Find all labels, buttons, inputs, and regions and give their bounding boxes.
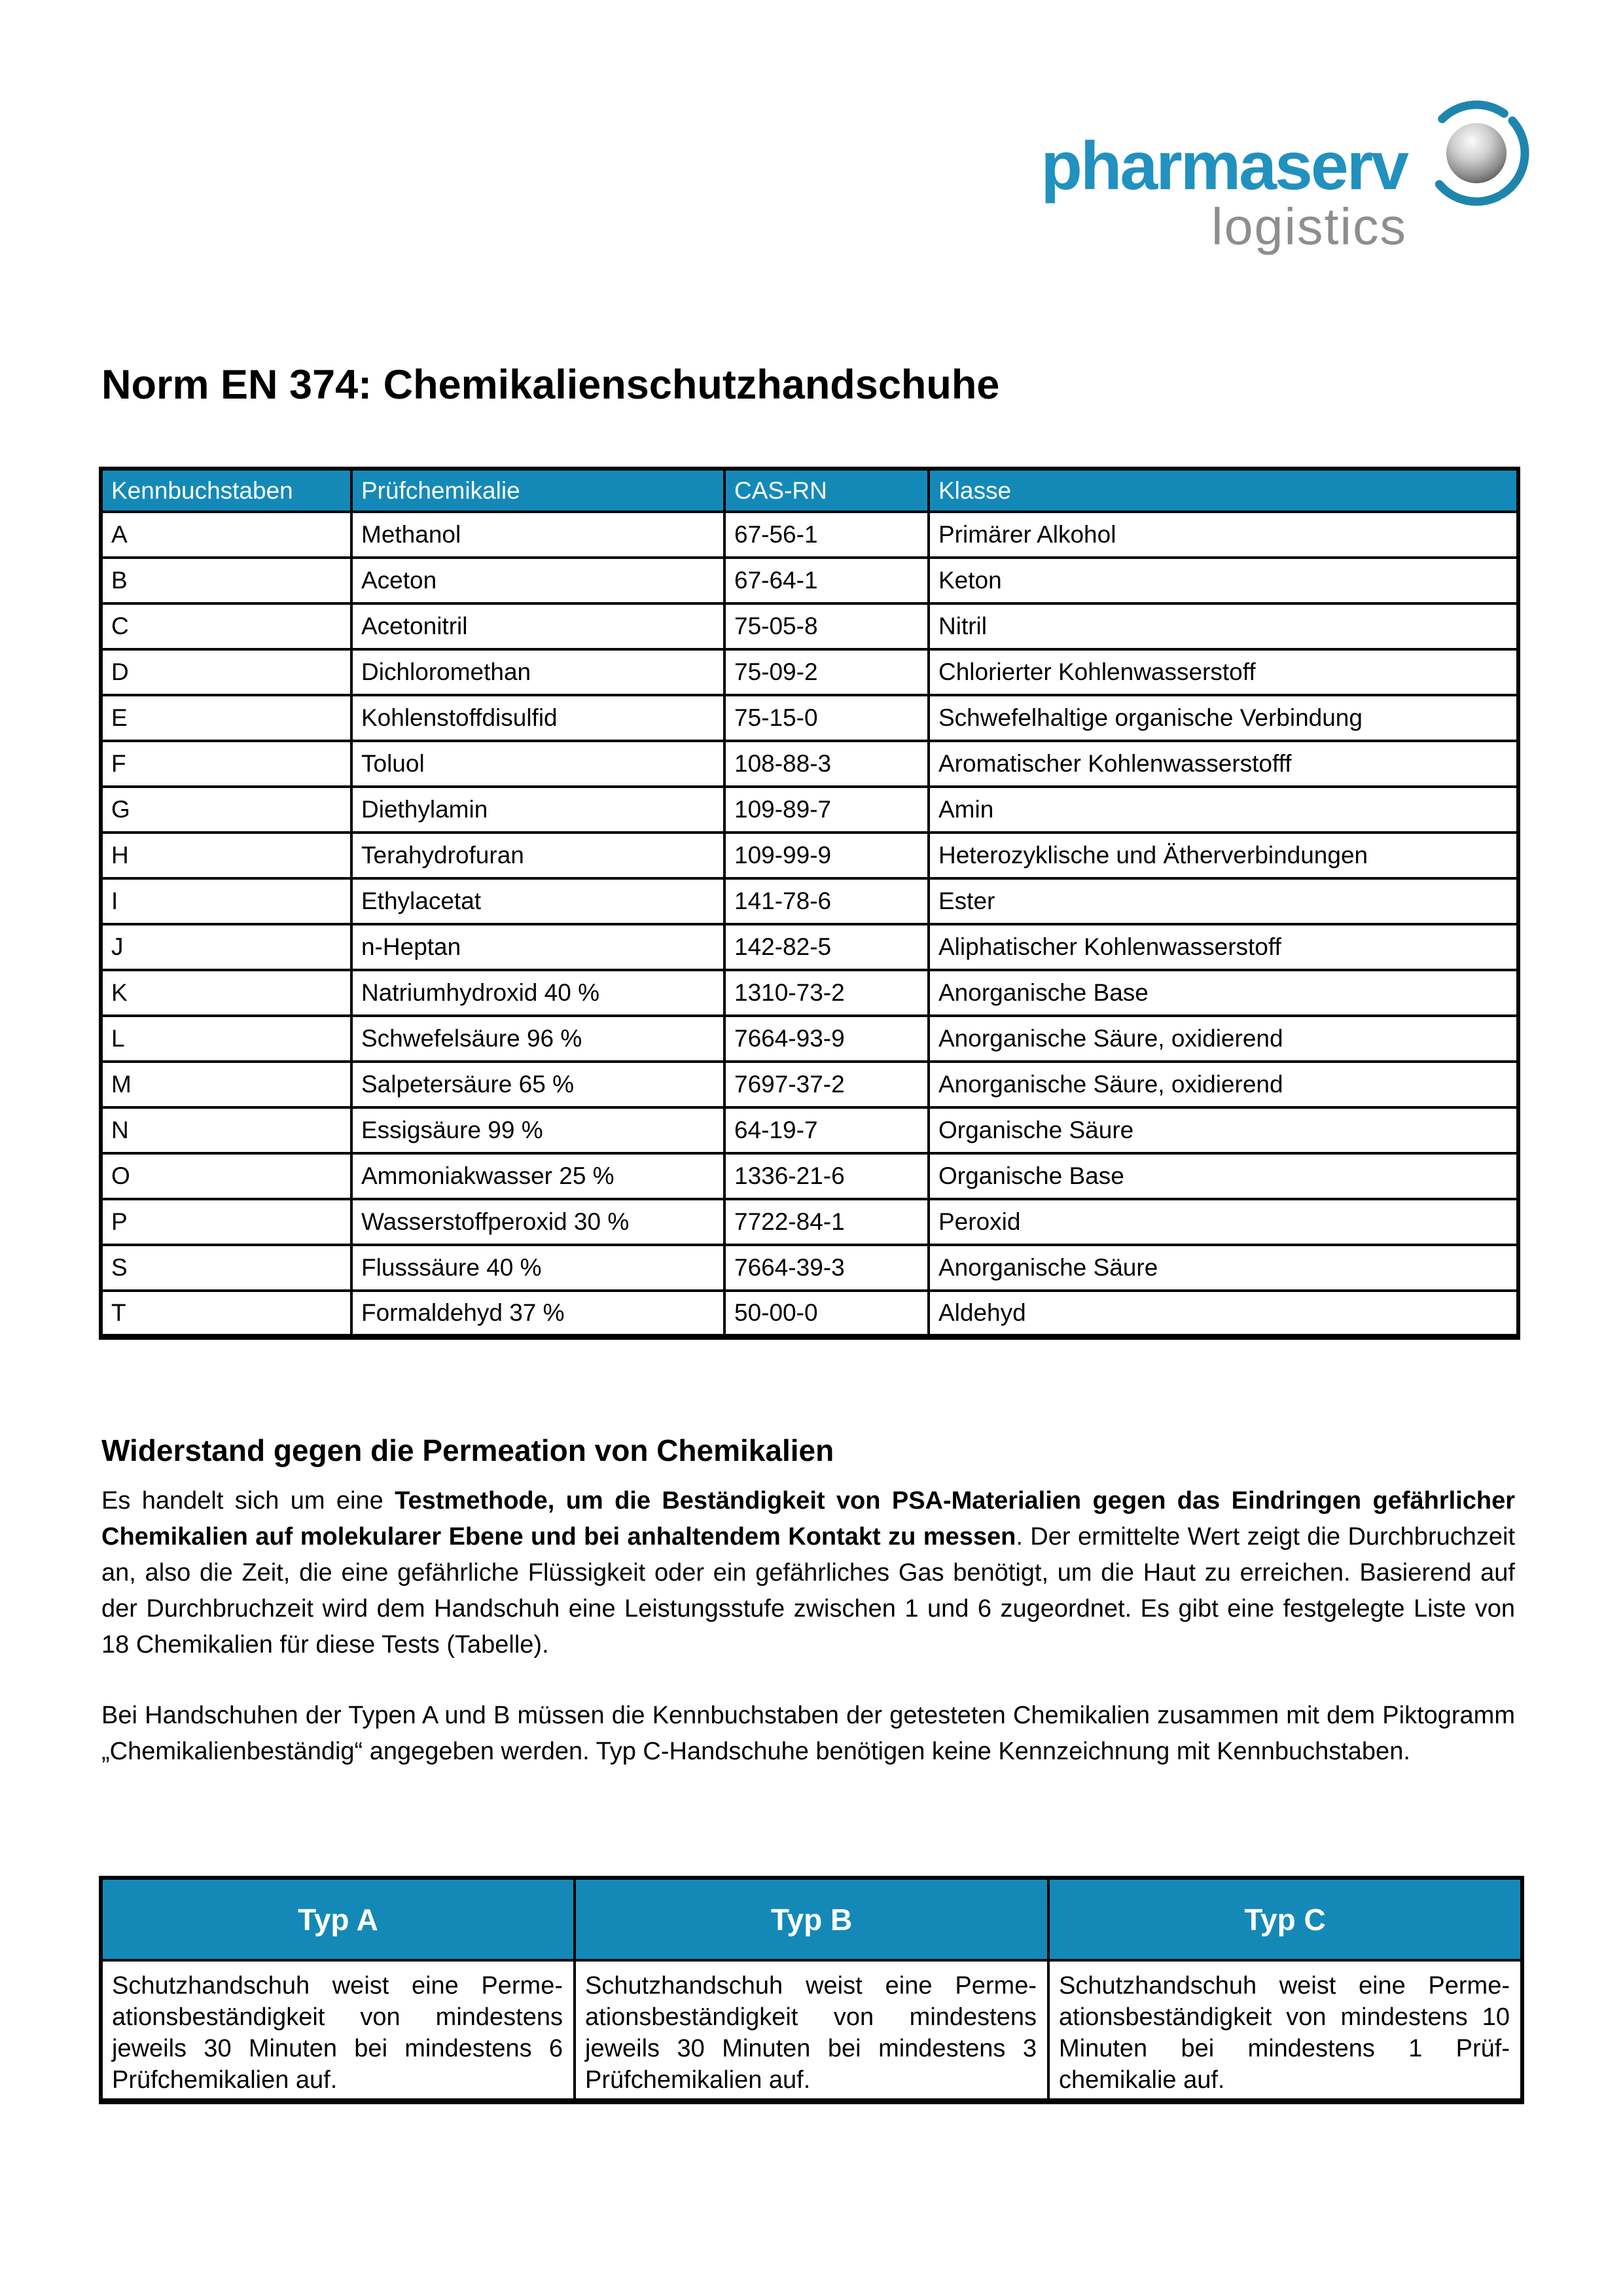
cell-kennbuchstabe: P (101, 1199, 351, 1245)
chemical-table-row (101, 924, 1518, 970)
type-table-header-cell: Typ B (575, 1878, 1048, 1960)
cell-kennbuchstabe: G (101, 787, 351, 833)
chemical-table-row (101, 512, 1518, 558)
cell-pruefchemikalie: Acetonitril (351, 603, 724, 649)
chemical-table-header-cell: Prüfchemikalie (351, 469, 724, 512)
chemical-table-row (101, 833, 1518, 878)
chemical-table-row (101, 603, 1518, 649)
glove-type-table (99, 1876, 1524, 2104)
chemical-table-row (101, 1199, 1518, 1245)
chemical-table-row (101, 1016, 1518, 1062)
cell-cas-rn: 7664-39-3 (724, 1245, 929, 1291)
cell-kennbuchstabe: K (101, 970, 351, 1016)
logo-brand-text: pharmaserv (1041, 128, 1407, 204)
cell-kennbuchstabe: M (101, 1062, 351, 1107)
logo-wordmark (1041, 128, 1407, 255)
chemical-table-header-cell: Klasse (929, 469, 1518, 512)
cell-cas-rn: 1336-21-6 (724, 1153, 929, 1199)
cell-klasse: Anorganische Base (929, 970, 1518, 1016)
cell-pruefchemikalie: Natriumhydroxid 40 % (351, 970, 724, 1016)
cell-pruefchemikalie: Toluol (351, 741, 724, 787)
type-table-description-cell: Schutzhandschuh weist eine Permeationsbeständigkeit von mindestens jeweils 30 Minuten bei mindestens 3 Prüfchemikalien auf. (575, 1960, 1048, 2101)
type-table-body-row (101, 1960, 1522, 2101)
cell-cas-rn: 7722-84-1 (724, 1199, 929, 1245)
type-table-header-row (101, 1878, 1522, 1960)
cell-klasse: Aliphatischer Kohlenwasserstoff (929, 924, 1518, 970)
cell-cas-rn: 67-64-1 (724, 558, 929, 603)
cell-kennbuchstabe: N (101, 1107, 351, 1153)
cell-klasse: Chlorierter Kohlenwasserstoff (929, 649, 1518, 695)
cell-kennbuchstabe: B (101, 558, 351, 603)
cell-pruefchemikalie: Ammoniakwasser 25 % (351, 1153, 724, 1199)
logo-sub-text: logistics (1211, 196, 1407, 255)
cell-pruefchemikalie: Terahydrofuran (351, 833, 724, 878)
cell-kennbuchstabe: J (101, 924, 351, 970)
cell-kennbuchstabe: E (101, 695, 351, 741)
cell-cas-rn: 141-78-6 (724, 878, 929, 924)
cell-kennbuchstabe: O (101, 1153, 351, 1199)
chemical-table-row (101, 558, 1518, 603)
cell-kennbuchstabe: T (101, 1291, 351, 1336)
cell-klasse: Keton (929, 558, 1518, 603)
cell-pruefchemikalie: n-Heptan (351, 924, 724, 970)
cell-cas-rn: 109-89-7 (724, 787, 929, 833)
chemical-table-row (101, 1153, 1518, 1199)
cell-kennbuchstabe: C (101, 603, 351, 649)
type-table-header-cell: Typ A (101, 1878, 575, 1960)
chemical-table-row (101, 1107, 1518, 1153)
chemical-table-row (101, 1245, 1518, 1291)
chemical-table (99, 467, 1520, 1340)
chemical-table-row (101, 970, 1518, 1016)
chemical-table-row (101, 878, 1518, 924)
cell-cas-rn: 75-09-2 (724, 649, 929, 695)
cell-cas-rn: 75-05-8 (724, 603, 929, 649)
cell-cas-rn: 64-19-7 (724, 1107, 929, 1153)
chemical-table-row (101, 1062, 1518, 1107)
cell-klasse: Schwefelhaltige organische Verbindung (929, 695, 1518, 741)
paragraph-permeation (101, 1483, 1515, 1663)
cell-pruefchemikalie: Aceton (351, 558, 724, 603)
cell-kennbuchstabe: D (101, 649, 351, 695)
para1-bold: Testmethode, um die Beständigkeit von PSA-Materialien gegen das Eindringen gefährlicher Chemikalien auf molekularer Ebene und bei anhaltendem Kontakt zu messen (101, 1487, 1515, 1551)
logo (1041, 98, 1531, 255)
cell-pruefchemikalie: Ethylacetat (351, 878, 724, 924)
cell-cas-rn: 75-15-0 (724, 695, 929, 741)
cell-klasse: Amin (929, 787, 1518, 833)
chemical-table-header-row (101, 469, 1518, 512)
cell-pruefchemikalie: Kohlenstoffdisulfid (351, 695, 724, 741)
cell-cas-rn: 50-00-0 (724, 1291, 929, 1336)
cell-cas-rn: 67-56-1 (724, 512, 929, 558)
cell-klasse: Heterozyklische und Ätherverbindungen (929, 833, 1518, 878)
cell-kennbuchstabe: L (101, 1016, 351, 1062)
cell-cas-rn: 1310-73-2 (724, 970, 929, 1016)
cell-klasse: Anorganische Säure, oxidierend (929, 1062, 1518, 1107)
cell-klasse: Primärer Alkohol (929, 512, 1518, 558)
cell-klasse: Organische Base (929, 1153, 1518, 1199)
cell-klasse: Aromatischer Kohlenwasserstofff (929, 741, 1518, 787)
chemical-table-row (101, 695, 1518, 741)
cell-kennbuchstabe: H (101, 833, 351, 878)
chemical-table-row (101, 741, 1518, 787)
paragraph-marking: Bei Handschuhen der Typen A und B müssen die Kennbuchstaben der getesteten Chemikalien zusammen mit dem Piktogramm „Chemikalienbeständig“ angegeben werden. Typ C-Handschuhe benötigen keine Kennzeichnung mit Kennbuchstaben. (101, 1702, 1515, 1765)
cell-klasse: Anorganische Säure (929, 1245, 1518, 1291)
cell-klasse: Aldehyd (929, 1291, 1518, 1336)
cell-cas-rn: 7697-37-2 (724, 1062, 929, 1107)
sphere-swirl-icon (1421, 98, 1531, 208)
section-heading: Widerstand gegen die Permeation von Chemikalien (101, 1433, 834, 1467)
chemical-table-row (101, 649, 1518, 695)
cell-kennbuchstabe: F (101, 741, 351, 787)
type-table-description-cell: Schutzhandschuh weist eine Permeationsbeständigkeit von mindestens jeweils 30 Minuten bei mindestens 6 Prüfchemikalien auf. (101, 1960, 575, 2101)
cell-klasse: Peroxid (929, 1199, 1518, 1245)
chemical-table-row (101, 1291, 1518, 1336)
cell-cas-rn: 108-88-3 (724, 741, 929, 787)
cell-cas-rn: 109-99-9 (724, 833, 929, 878)
cell-cas-rn: 7664-93-9 (724, 1016, 929, 1062)
cell-pruefchemikalie: Flusssäure 40 % (351, 1245, 724, 1291)
para1-rest: . Der ermittelte Wert zeigt die Durchbruchzeit an, also die Zeit, die eine gefährliche Flüssigkeit oder ein gefährliches Gas benötigt, um die Haut zu erreichen. Basierend auf der Durchbruchzeit wird dem Handschuh eine Leistungsstufe zwischen 1 und 6 zugeordnet. Es gibt eine festgelegte Liste von 18 Chemikalien für diese Tests (Tabelle). (101, 1523, 1515, 1659)
type-table-description-cell: Schutzhandschuh weist eine Permeationsbeständigkeit von mindestens 10 Minuten bei mindestens 1 Prüfchemikalie auf. (1048, 1960, 1522, 2101)
chemical-table-header-cell: Kennbuchstaben (101, 469, 351, 512)
cell-kennbuchstabe: A (101, 512, 351, 558)
cell-kennbuchstabe: I (101, 878, 351, 924)
cell-klasse: Anorganische Säure, oxidierend (929, 1016, 1518, 1062)
cell-pruefchemikalie: Wasserstoffperoxid 30 % (351, 1199, 724, 1245)
para1-prefix: Es handelt sich um eine (101, 1487, 395, 1515)
cell-klasse: Nitril (929, 603, 1518, 649)
cell-klasse: Organische Säure (929, 1107, 1518, 1153)
type-table-header-cell: Typ C (1048, 1878, 1522, 1960)
cell-pruefchemikalie: Salpetersäure 65 % (351, 1062, 724, 1107)
cell-pruefchemikalie: Methanol (351, 512, 724, 558)
cell-pruefchemikalie: Dichloromethan (351, 649, 724, 695)
cell-pruefchemikalie: Schwefelsäure 96 % (351, 1016, 724, 1062)
cell-pruefchemikalie: Essigsäure 99 % (351, 1107, 724, 1153)
cell-pruefchemikalie: Formaldehyd 37 % (351, 1291, 724, 1336)
chemical-table-row (101, 787, 1518, 833)
cell-cas-rn: 142-82-5 (724, 924, 929, 970)
page-title: Norm EN 374: Chemikalienschutzhandschuhe (101, 362, 1000, 408)
cell-kennbuchstabe: S (101, 1245, 351, 1291)
cell-pruefchemikalie: Diethylamin (351, 787, 724, 833)
chemical-table-header-cell: CAS-RN (724, 469, 929, 512)
cell-klasse: Ester (929, 878, 1518, 924)
